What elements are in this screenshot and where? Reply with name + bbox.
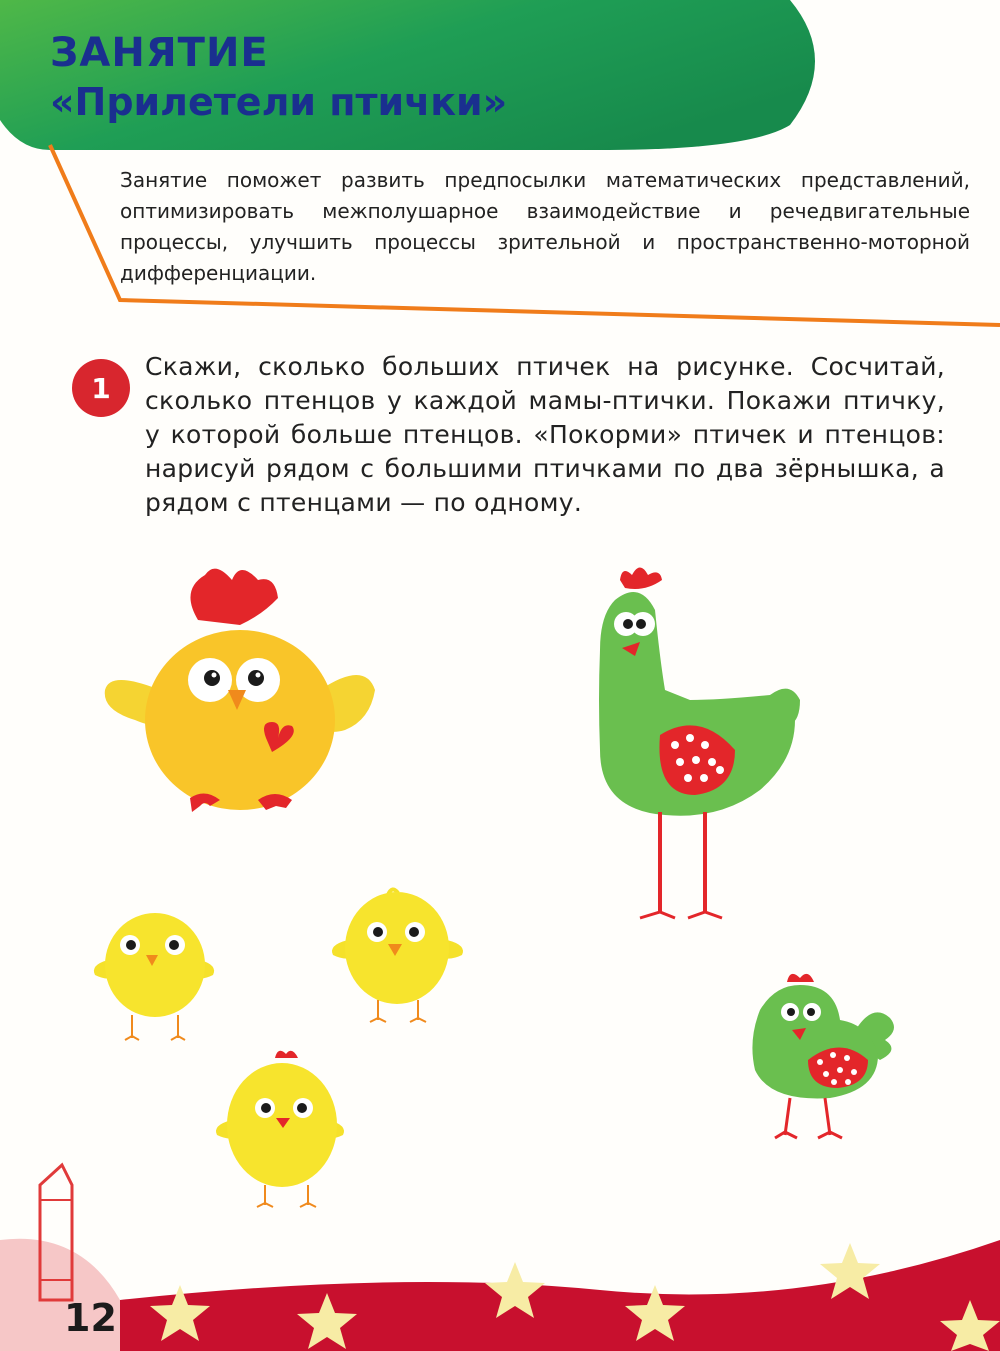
lesson-title-label: ЗАНЯТИЕ <box>50 30 269 76</box>
yellow-chick-icon <box>216 1051 344 1207</box>
lesson-title: «Прилетели птички» <box>50 80 508 124</box>
page-number: 12 <box>64 1296 117 1340</box>
lesson-intro: Занятие поможет развить предпосылки математических представлений, оптимизировать межполушарное взаимодействие и речедвигательные процессы, улучшить процессы зрительной и пространственно-моторной дифференциации. <box>120 168 970 285</box>
task-text: Скажи, сколько больших птичек на рисунке. Сосчитай, сколько птенцов у каждой мамы-птички. Покажи птичку, у которой больше птенцов. «Покорми» птичек и птенцов: нарисуй рядом с большими птичками по два зёрнышка, а рядом с птенцами — по одному. <box>145 352 945 517</box>
green-mama-bird-icon <box>599 568 800 919</box>
yellow-chick-icon <box>332 889 463 1022</box>
yellow-chick-icon <box>94 913 214 1040</box>
green-chick-icon <box>752 974 894 1138</box>
footer-decoration <box>0 1239 1000 1351</box>
yellow-mama-bird-icon <box>105 569 375 812</box>
illustration-area <box>0 540 1000 1351</box>
task-number-badge: 1 <box>72 359 130 417</box>
crayon-icon <box>40 1165 72 1300</box>
